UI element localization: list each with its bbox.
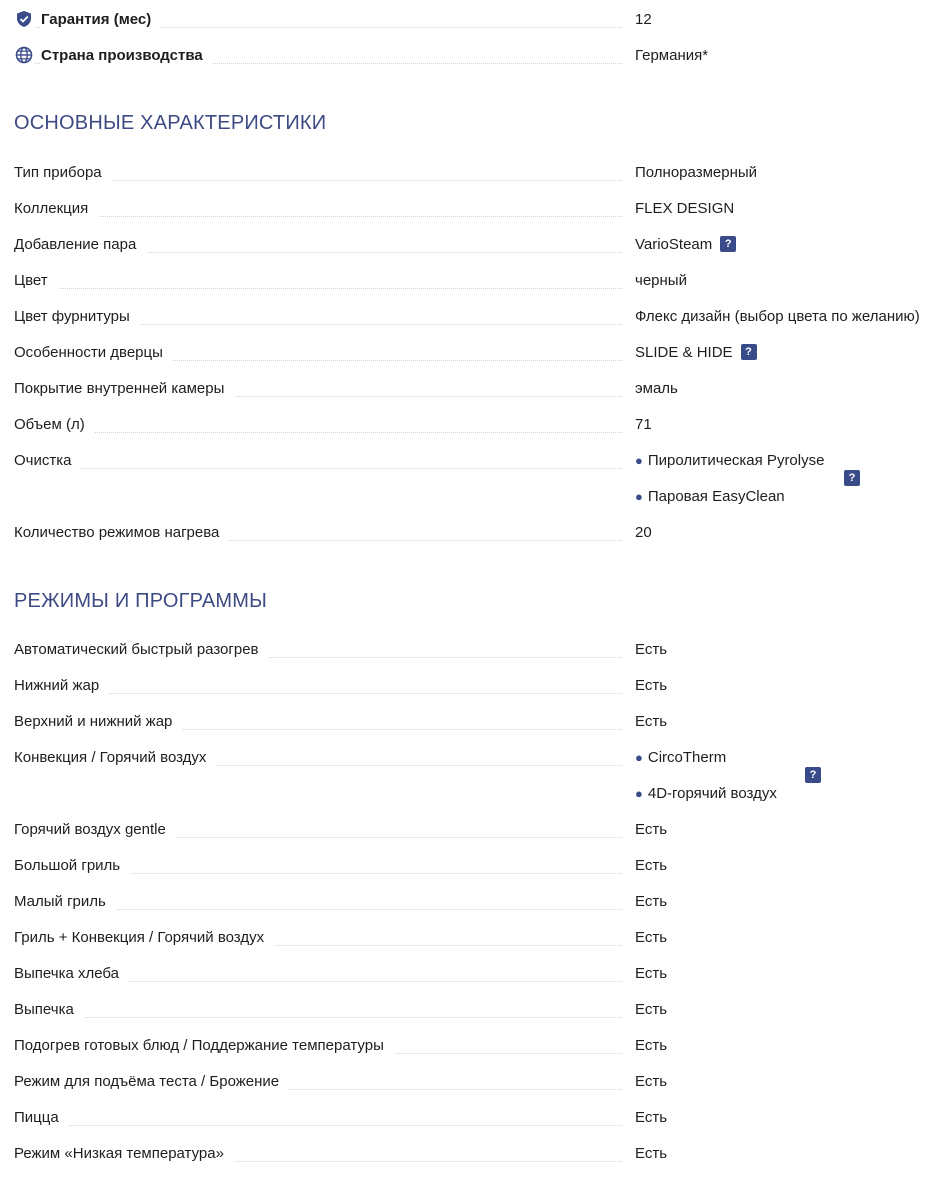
spec-label: Страна производства [41,47,213,64]
spec-label: Коллекция [14,200,98,217]
spec-row [0,631,948,667]
spec-row [0,883,948,919]
spec-row-modes-count [0,514,948,550]
spec-value: 12 [635,10,652,28]
spec-value: FLEX DESIGN [635,199,735,217]
spec-row [0,811,948,847]
spec-row [0,154,948,190]
modes-spec-list-continued [0,811,948,1171]
spec-label: Режим «Низкая температура» [14,1145,234,1162]
spec-row [0,370,948,406]
dotted-leader [14,1125,622,1126]
spec-row [0,955,948,991]
spec-label: Объем (л) [14,416,95,433]
spec-label: Гриль + Конвекция / Горячий воздух [14,929,274,946]
spec-value: Есть [635,1072,668,1090]
spec-value: Есть [635,820,668,838]
spec-label: Очистка [14,452,81,469]
spec-value: Полноразмерный [635,163,758,181]
spec-label: Пицца [14,1109,69,1126]
dotted-leader [14,288,622,289]
spec-value: 71 [635,415,652,433]
spec-value: Есть [635,1036,668,1054]
spec-value: Есть [635,892,668,910]
spec-label: Конвекция / Горячий воздух [14,749,216,766]
spec-row [0,1135,948,1171]
dotted-leader [14,1017,622,1018]
spec-label: Горячий воздух gentle [14,821,176,838]
help-icon[interactable]: ? [844,470,860,486]
spec-value: 20 [635,523,652,541]
spec-row [0,919,948,955]
spec-label: Выпечка хлеба [14,965,129,982]
spec-value: Есть [635,640,668,658]
bullet-icon: ● [635,452,643,468]
spec-value: Есть [635,1108,668,1126]
spec-value: SLIDE & HIDE [635,343,733,361]
spec-label: Выпечка [14,1001,84,1018]
spec-row [0,298,948,334]
spec-row-warranty [0,1,948,37]
globe-icon [14,45,34,65]
spec-value: CircoTherm [647,748,727,766]
spec-value: эмаль [635,379,678,397]
shield-check-icon [14,9,34,29]
help-icon[interactable]: ? [741,344,757,360]
spec-row-convection [0,739,948,811]
spec-label: Тип прибора [14,164,112,181]
spec-label: Особенности дверцы [14,344,173,361]
spec-value: черный [635,271,687,289]
spec-label: Цвет [14,272,58,289]
spec-row [0,667,948,703]
spec-row-country [0,37,948,73]
help-icon[interactable]: ? [805,767,821,783]
spec-label: Автоматический быстрый разогрев [14,641,269,658]
spec-label: Цвет фурнитуры [14,308,140,325]
spec-value: Есть [635,964,668,982]
spec-value: Пиролитическая Pyrolyse [647,451,825,469]
spec-label: Нижний жар [14,677,109,694]
spec-value: Есть [635,1000,668,1018]
spec-value: VarioSteam [635,235,713,253]
modes-spec-list [0,631,948,739]
spec-row [0,334,948,370]
spec-row-cleaning [0,442,948,514]
section-title-modes: РЕЖИМЫ И ПРОГРАММЫ [14,590,268,612]
spec-value: 4D-горячий воздух [647,784,777,802]
spec-row [0,703,948,739]
spec-label: Гарантия (мес) [41,11,161,28]
main-spec-list [0,154,948,442]
spec-label: Покрытие внутренней камеры [14,380,234,397]
spec-label: Добавление пара [14,236,146,253]
help-icon[interactable]: ? [720,236,736,252]
spec-value: Есть [635,1144,668,1162]
spec-value: Флекс дизайн (выбор цвета по желанию) [635,307,920,325]
dotted-leader [14,468,622,469]
bullet-icon: ● [635,785,643,801]
spec-label: Верхний и нижний жар [14,713,182,730]
spec-row [0,1027,948,1063]
spec-label: Количество режимов нагрева [14,524,229,541]
spec-label: Малый гриль [14,893,116,910]
spec-row [0,262,948,298]
dotted-leader [14,216,622,217]
bullet-icon: ● [635,749,643,765]
spec-row [0,1063,948,1099]
spec-label: Подогрев готовых блюд / Поддержание температуры [14,1037,394,1054]
bullet-icon: ● [635,488,643,504]
spec-row [0,190,948,226]
spec-row [0,1099,948,1135]
spec-value: Германия* [635,46,709,64]
spec-value: Есть [635,856,668,874]
spec-label: Режим для подъёма теста / Брожение [14,1073,289,1090]
spec-label: Большой гриль [14,857,130,874]
spec-value: Есть [635,676,668,694]
spec-row [0,406,948,442]
section-title-main: ОСНОВНЫЕ ХАРАКТЕРИСТИКИ [14,112,327,134]
spec-row [0,847,948,883]
spec-row [0,991,948,1027]
spec-value: Есть [635,928,668,946]
spec-value: Паровая EasyClean [647,487,785,505]
spec-value: Есть [635,712,668,730]
dotted-leader [14,432,622,433]
spec-row [0,226,948,262]
